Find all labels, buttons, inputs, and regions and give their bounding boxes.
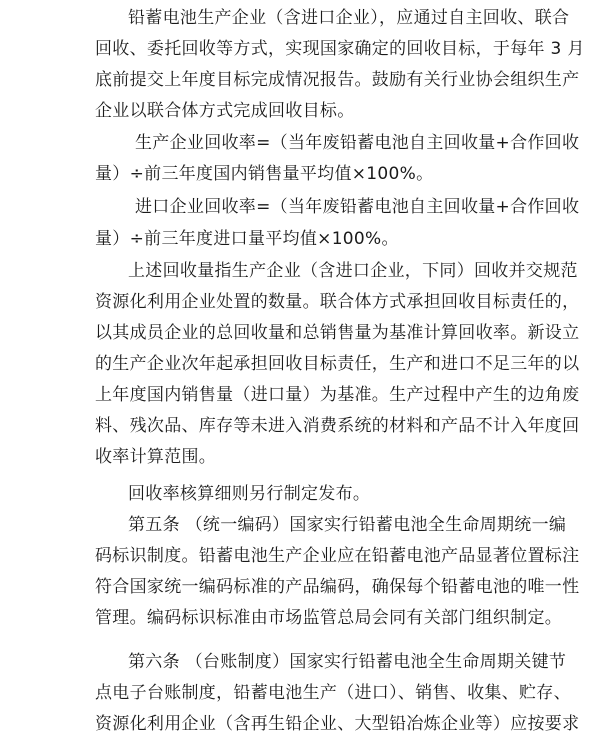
text-line: 资源化利用企业处置的数量。联合体方式承担回收目标责任的， — [95, 292, 580, 312]
text-line: 底前提交上年度目标完成情况报告。鼓励有关行业协会组织生产 — [95, 70, 580, 90]
text-line: 回收、委托回收等方式，实现国家确定的回收目标，于每年 3 月 — [95, 39, 585, 59]
text-line: 码标识制度。铅蓄电池生产企业应在铅蓄电池产品显著位置标注 — [95, 546, 580, 566]
text-line: 进口企业回收率=（当年废铅蓄电池自主回收量+合作回收 — [135, 197, 580, 217]
article-heading-line: 第六条 （台账制度）国家实行铅蓄电池全生命周期关键节 — [128, 652, 567, 672]
text-line: 点电子台账制度，铅蓄电池生产（进口）、销售、收集、贮存、 — [95, 683, 571, 703]
text-line: 以其成员企业的总回收量和总销售量为基准计算回收率。新设立 — [95, 323, 580, 343]
article-heading-line: 第五条 （统一编码）国家实行铅蓄电池全生命周期统一编 — [128, 515, 567, 535]
text-line: 生产企业回收率=（当年废铅蓄电池自主回收量+合作回收 — [135, 133, 580, 153]
text-line: 的生产企业次年起承担回收目标责任，生产和进口不足三年的以 — [95, 354, 580, 374]
text-line: 收率计算范围。 — [95, 447, 217, 467]
text-line: 回收率核算细则另行制定发布。 — [128, 484, 371, 504]
text-line: 企业以联合体方式完成回收目标。 — [95, 101, 355, 121]
text-line: 铅蓄电池生产企业（含进口企业），应通过自主回收、联合 — [128, 8, 570, 28]
text-line: 资源化利用企业（含再生铅企业、大型铅冶炼企业等）应按要求 — [95, 714, 580, 734]
text-line: 料、残次品、库存等未进入消费系统的材料和产品不计入年度回 — [95, 416, 580, 436]
text-line: 管理。编码标识标准由市场监管总局会同有关部门组织制定。 — [95, 608, 563, 628]
text-line: 上年度国内销售量（进口量）为基准。生产过程中产生的边角废 — [95, 385, 580, 405]
text-line: 量）÷前三年度进口量平均值×100%。 — [95, 229, 399, 249]
text-line: 量）÷前三年度国内销售量平均值×100%。 — [95, 164, 434, 184]
text-line: 上述回收量指生产企业（含进口企业，下同）回收并交规范 — [128, 261, 578, 281]
text-line: 符合国家统一编码标准的产品编码，确保每个铅蓄电池的唯一性 — [95, 577, 580, 597]
